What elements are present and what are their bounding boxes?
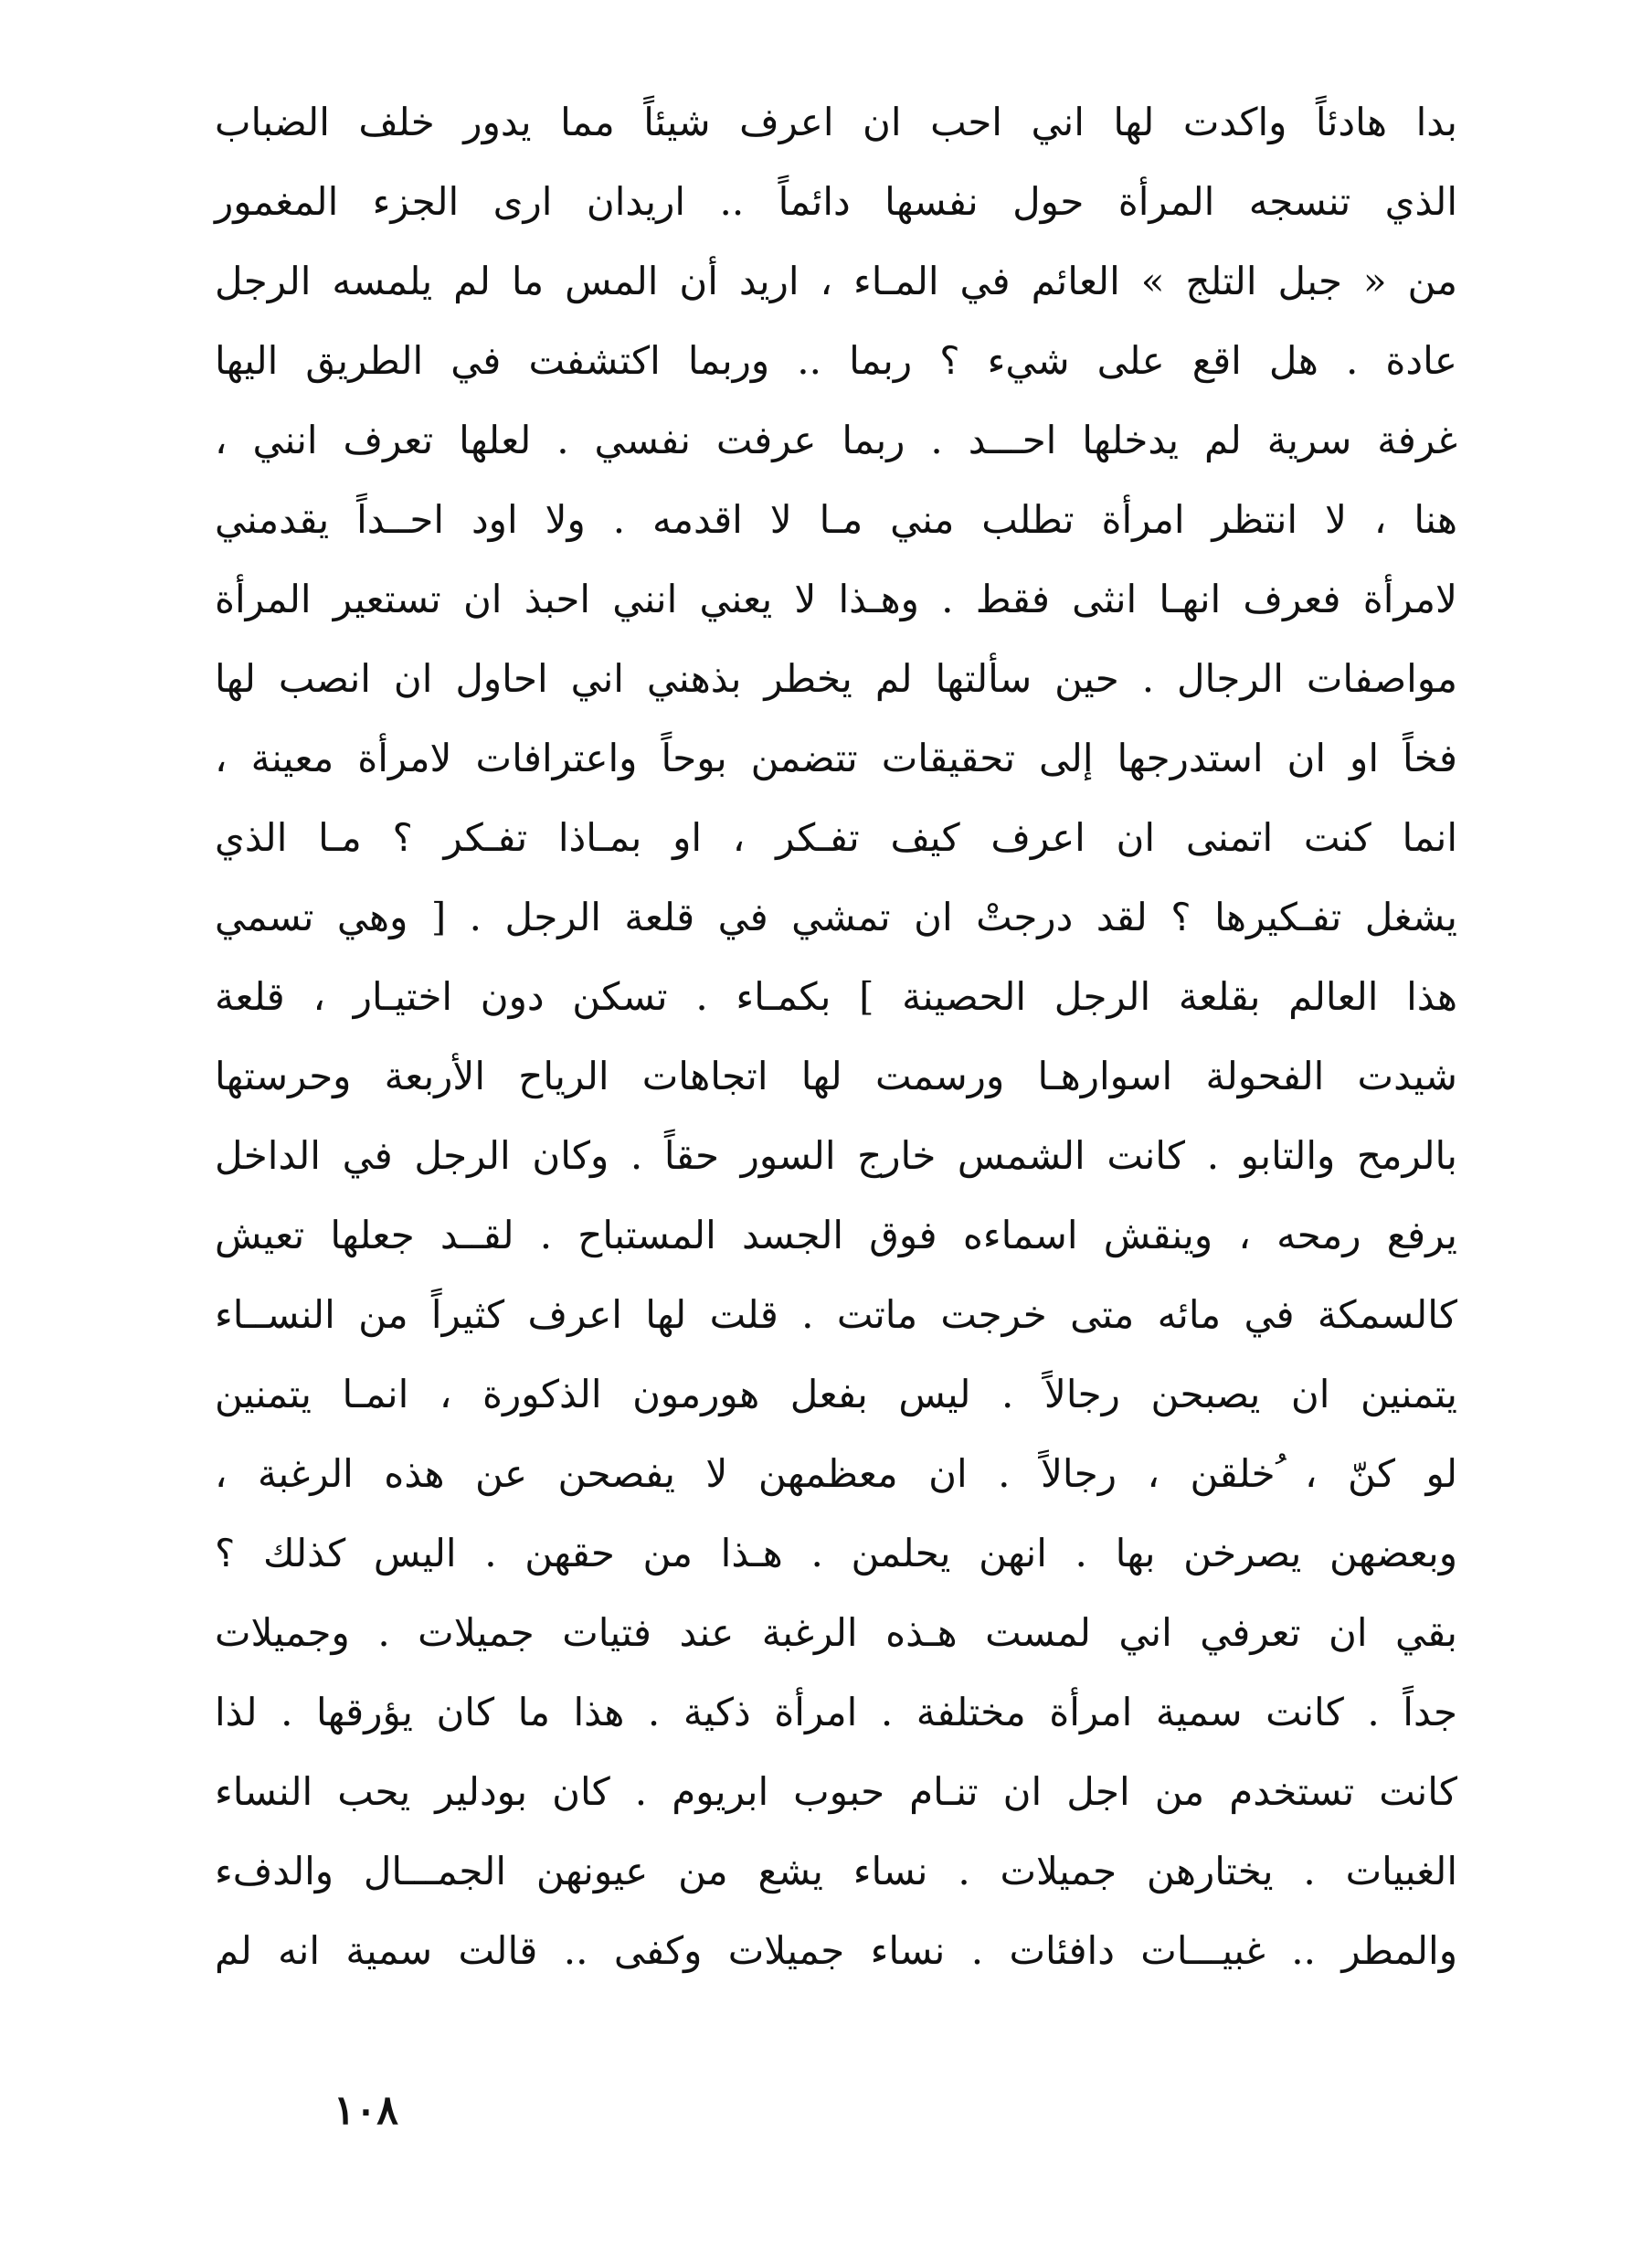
text-line: عادة . هل اقع على شيء ؟ ربما .. وربما اكتشفت في الطريق اليها [215, 338, 1457, 383]
text-line: من « جبل التلج » العائم في المـاء ، اريد أن المس ما لم يلمسه الرجل [215, 259, 1457, 303]
text-line: انما كنت اتمنى ان اعرف كيف تفـكر ، او بمـاذا تفـكر ؟ مـا الذي [215, 815, 1457, 860]
text-line: وبعضهن يصرخن بها . انهن يحلمن . هـذا من حقهن . اليس كذلك ؟ [215, 1531, 1457, 1575]
text-line: الغبيات . يختارهن جميلات . نساء يشع من عيونهن الجمـــال والدفء [215, 1849, 1457, 1893]
text-line: يرفع رمحه ، وينقش اسماءه فوق الجسد المستباح . لقــد جعلها تعيش [215, 1213, 1458, 1257]
text-line: هذا العالم بقلعة الرجل الحصينة ] بكمـاء . تسكن دون اختيـار ، قلعة [215, 974, 1457, 1019]
text-line: مواصفات الرجال . حين سألتها لم يخطر بذهني اني احاول ان انصب لها [215, 656, 1457, 701]
text-line: لامرأة فعرف انهـا انثى فقط . وهـذا لا يعني انني احبذ ان تستعير المرأة [215, 577, 1457, 621]
text-line: بدا هادئاً واكدت لها اني احب ان اعرف شيئاً مما يدور خلف الضباب [215, 100, 1457, 144]
text-line: كالسمكة في مائه متى خرجت ماتت . قلت لها اعرف كثيراً من النســاء [215, 1292, 1457, 1337]
text-line: الذي تنسجه المرأة حول نفسها دائماً .. اريدان ارى الجزء المغمور [215, 179, 1457, 224]
text-line: هنا ، لا انتظر امرأة تطلب مني مـا لا اقدمه . ولا اود احــداً يقدمني [215, 497, 1457, 542]
text-line: بالرمح والتابو . كانت الشمس خارج السور حقاً . وكان الرجل في الداخل [215, 1133, 1457, 1178]
text-line: فخاً او ان استدرجها إلى تحقيقات تتضمن بوحاً واعترافات لامرأة معينة ، [215, 736, 1457, 780]
text-line: لو كنّ ، ُخلقن ، رجالاً . ان معظمهن لا يفصحن عن هذه الرغبة ، [215, 1451, 1457, 1496]
text-line: جداً . كانت سمية امرأة مختلفة . امرأة ذكية . هذا ما كان يؤرقها . لذا [215, 1690, 1457, 1734]
text-line: كانت تستخدم من اجل ان تنـام حبوب ابريوم . كان بودلير يحب النساء [215, 1769, 1457, 1814]
page-number: ١٠٨ [334, 2087, 398, 2134]
body-text [215, 82, 1457, 1990]
text-line: يتمنين ان يصبحن رجالاً . ليس بفعل هورمون الذكورة ، انمـا يتمنين [215, 1372, 1457, 1416]
text-line: يشغل تفـكيرها ؟ لقد درجتْ ان تمشي في قلعة الرجل . [ وهي تسمي [215, 895, 1457, 939]
text-line: شيدت الفحولة اسوارهـا ورسمت لها اتجاهات الرياح الأربعة وحرستها [215, 1054, 1457, 1098]
text-line: غرفة سرية لم يدخلها احـــد . ربما عرفت نفسي . لعلها تعرف انني ، [215, 418, 1457, 462]
text-line: والمطر .. غبيـــات دافئات . نساء جميلات وكفى .. قالت سمية انه لم [215, 1928, 1457, 1973]
text-line: بقي ان تعرفي اني لمست هـذه الرغبة عند فتيات جميلات . وجميلات [215, 1610, 1457, 1655]
